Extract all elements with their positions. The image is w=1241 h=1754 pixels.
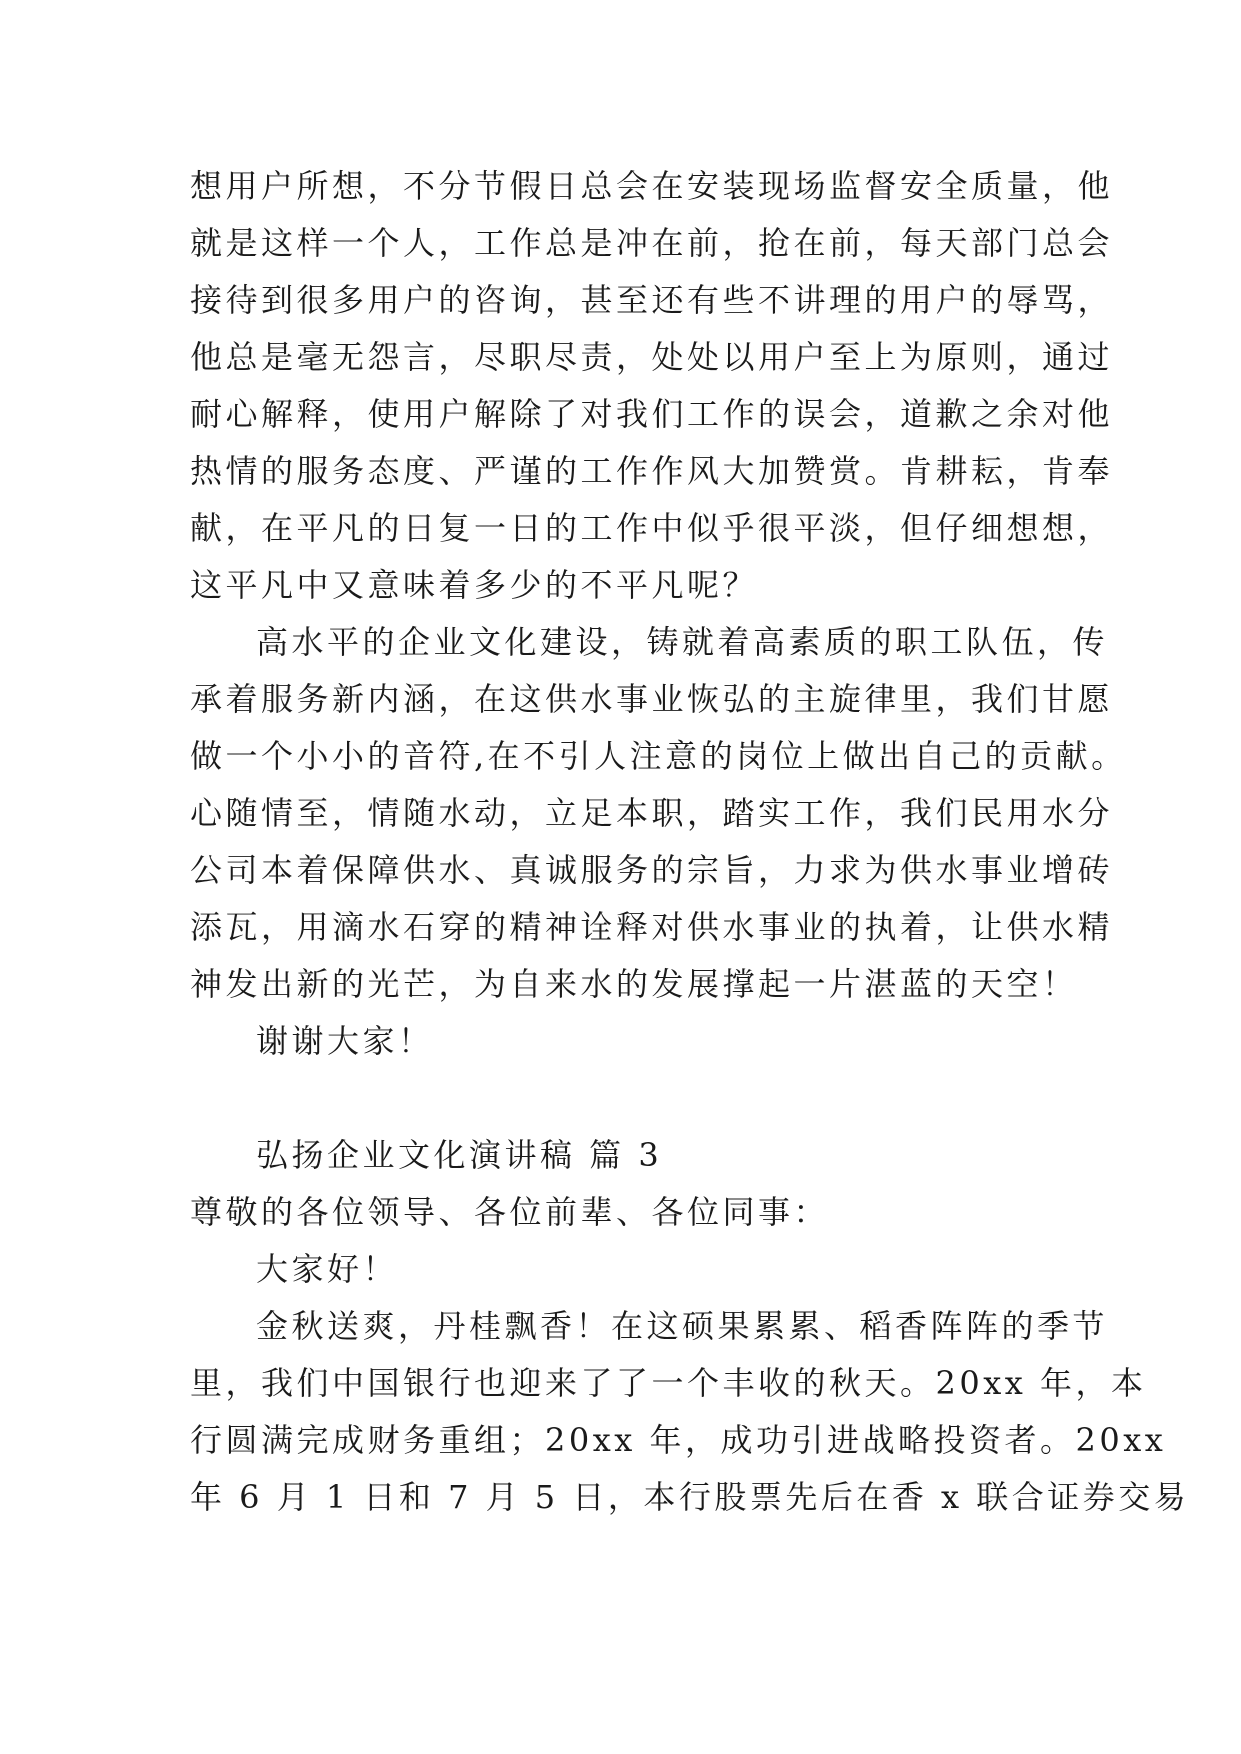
paragraph-line: 高水平的企业文化建设，铸就着高素质的职工队伍，传 (256, 623, 1109, 661)
greeting: 大家好！ (256, 1250, 399, 1288)
paragraph-line: 公司本着保障供水、真诚服务的宗旨，力求为供水事业增砖 (190, 851, 1114, 889)
paragraph-line: 神发出新的光芒，为自来水的发展撑起一片湛蓝的天空！ (190, 965, 1078, 1003)
closing-line: 谢谢大家！ (256, 1022, 434, 1060)
paragraph-line: 这平凡中又意味着多少的不平凡呢？ (190, 566, 759, 604)
salutation: 尊敬的各位领导、各位前辈、各位同事： (190, 1193, 830, 1231)
paragraph-line: 做一个小小的音符,在不引人注意的岗位上做出自己的贡献。 (190, 737, 1127, 775)
paragraph-line: 想用户所想，不分节假日总会在安装现场监督安全质量，他 (190, 167, 1114, 205)
paragraph-line: 里，我们中国银行也迎来了了一个丰收的秋天。20xx 年，本 (190, 1364, 1147, 1402)
paragraph-line: 添瓦，用滴水石穿的精神诠释对供水事业的执着，让供水精 (190, 908, 1114, 946)
paragraph-line: 行圆满完成财务重组；20xx 年，成功引进战略投资者。20xx (190, 1421, 1167, 1459)
paragraph-line: 就是这样一个人，工作总是冲在前，抢在前，每天部门总会 (190, 224, 1114, 262)
paragraph-line: 献，在平凡的日复一日的工作中似乎很平淡，但仔细想想， (190, 509, 1114, 547)
paragraph-line: 接待到很多用户的咨询，甚至还有些不讲理的用户的辱骂， (190, 281, 1114, 319)
paragraph-line: 金秋送爽，丹桂飘香！在这硕果累累、稻香阵阵的季节 (256, 1307, 1109, 1345)
paragraph-line: 热情的服务态度、严谨的工作作风大加赞赏。肯耕耘，肯奉 (190, 452, 1114, 490)
section-title: 弘扬企业文化演讲稿 篇 3 (256, 1136, 663, 1174)
paragraph-line: 他总是毫无怨言，尽职尽责，处处以用户至上为原则，通过 (190, 338, 1114, 376)
paragraph-line: 心随情至，情随水动，立足本职，踏实工作，我们民用水分 (190, 794, 1114, 832)
paragraph-line: 年 6 月 1 日和 7 月 5 日，本行股票先后在香 x 联合证券交易 (190, 1478, 1190, 1516)
paragraph-line: 承着服务新内涵，在这供水事业恢弘的主旋律里，我们甘愿 (190, 680, 1114, 718)
paragraph-line: 耐心解释，使用户解除了对我们工作的误会，道歉之余对他 (190, 395, 1114, 433)
